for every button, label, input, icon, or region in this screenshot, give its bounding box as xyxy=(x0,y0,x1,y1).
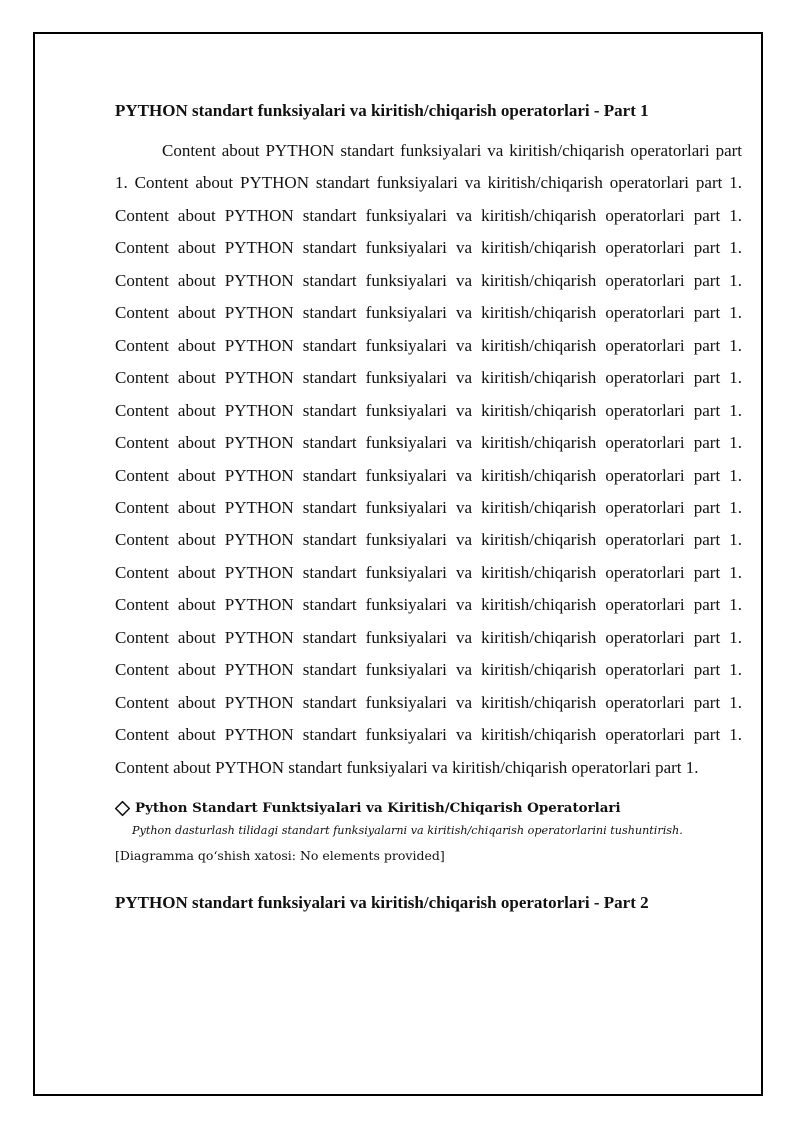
diagram-error-note: [Diagramma qo‘shish xatosi: No elements provided] xyxy=(115,848,445,864)
section-heading-part-1: PYTHON standart funksiyalari va kiritish/chiqarish operatorlari - Part 1 xyxy=(115,101,649,120)
caption-title: Python Standart Funktsiyalari va Kiritish/Chiqarish Operatorlari xyxy=(135,800,621,817)
diagram-caption xyxy=(115,798,742,839)
caption-subtitle: Python dasturlash tilidagi standart funksiyalarni va kiritish/chiqarish operatorlarini tushuntirish. xyxy=(132,824,683,838)
section-heading-part-2: PYTHON standart funksiyalari va kiritish/chiqarish operatorlari - Part 2 xyxy=(115,893,649,913)
tag-icon xyxy=(114,800,131,817)
document-body xyxy=(115,99,742,915)
body-paragraph: Content about PYTHON standart funksiyalari va kiritish/chiqarish operatorlari part 1. Content about PYTHON standart funksiyalari va kiritish/chiqarish operatorlari part 1. Content about PYTHON standart funksiyalari va kiritish/chiqarish operatorlari part 1. Content about PYTHON standart funksiyalari va kiritish/chiqarish operatorlari part 1. Content about PYTHON standart funksiyalari va kiritish/chiqarish operatorlari part 1. Content about PYTHON standart funksiyalari va kiritish/chiqarish operatorlari part 1. Content about PYTHON standart funksiyalari va kiritish/chiqarish operatorlari part 1. Content about PYTHON standart funksiyalari va kiritish/chiqarish operatorlari part 1. Content about PYTHON standart funksiyalari va kiritish/chiqarish operatorlari part 1. Content about PYTHON standart funksiyalari va kiritish/chiqarish operatorlari part 1. Content about PYTHON standart funksiyalari va kiritish/chiqarish operatorlari part 1. Content about PYTHON standart funksiyalari va kiritish/chiqarish operatorlari part 1. Content about PYTHON standart funksiyalari va kiritish/chiqarish operatorlari part 1. Content about PYTHON standart funksiyalari va kiritish/chiqarish operatorlari part 1. Content about PYTHON standart funksiyalari va kiritish/chiqarish operatorlari part 1. Content about PYTHON standart funksiyalari va kiritish/chiqarish operatorlari part 1. Content about PYTHON standart funksiyalari va kiritish/chiqarish operatorlari part 1. Content about PYTHON standart funksiyalari va kiritish/chiqarish operatorlari part 1. Content about PYTHON standart funksiyalari va kiritish/chiqarish operatorlari part 1. Content about PYTHON standart funksiyalari va kiritish/chiqarish operatorlari part 1. xyxy=(115,141,742,777)
caption-title-row xyxy=(114,798,742,818)
